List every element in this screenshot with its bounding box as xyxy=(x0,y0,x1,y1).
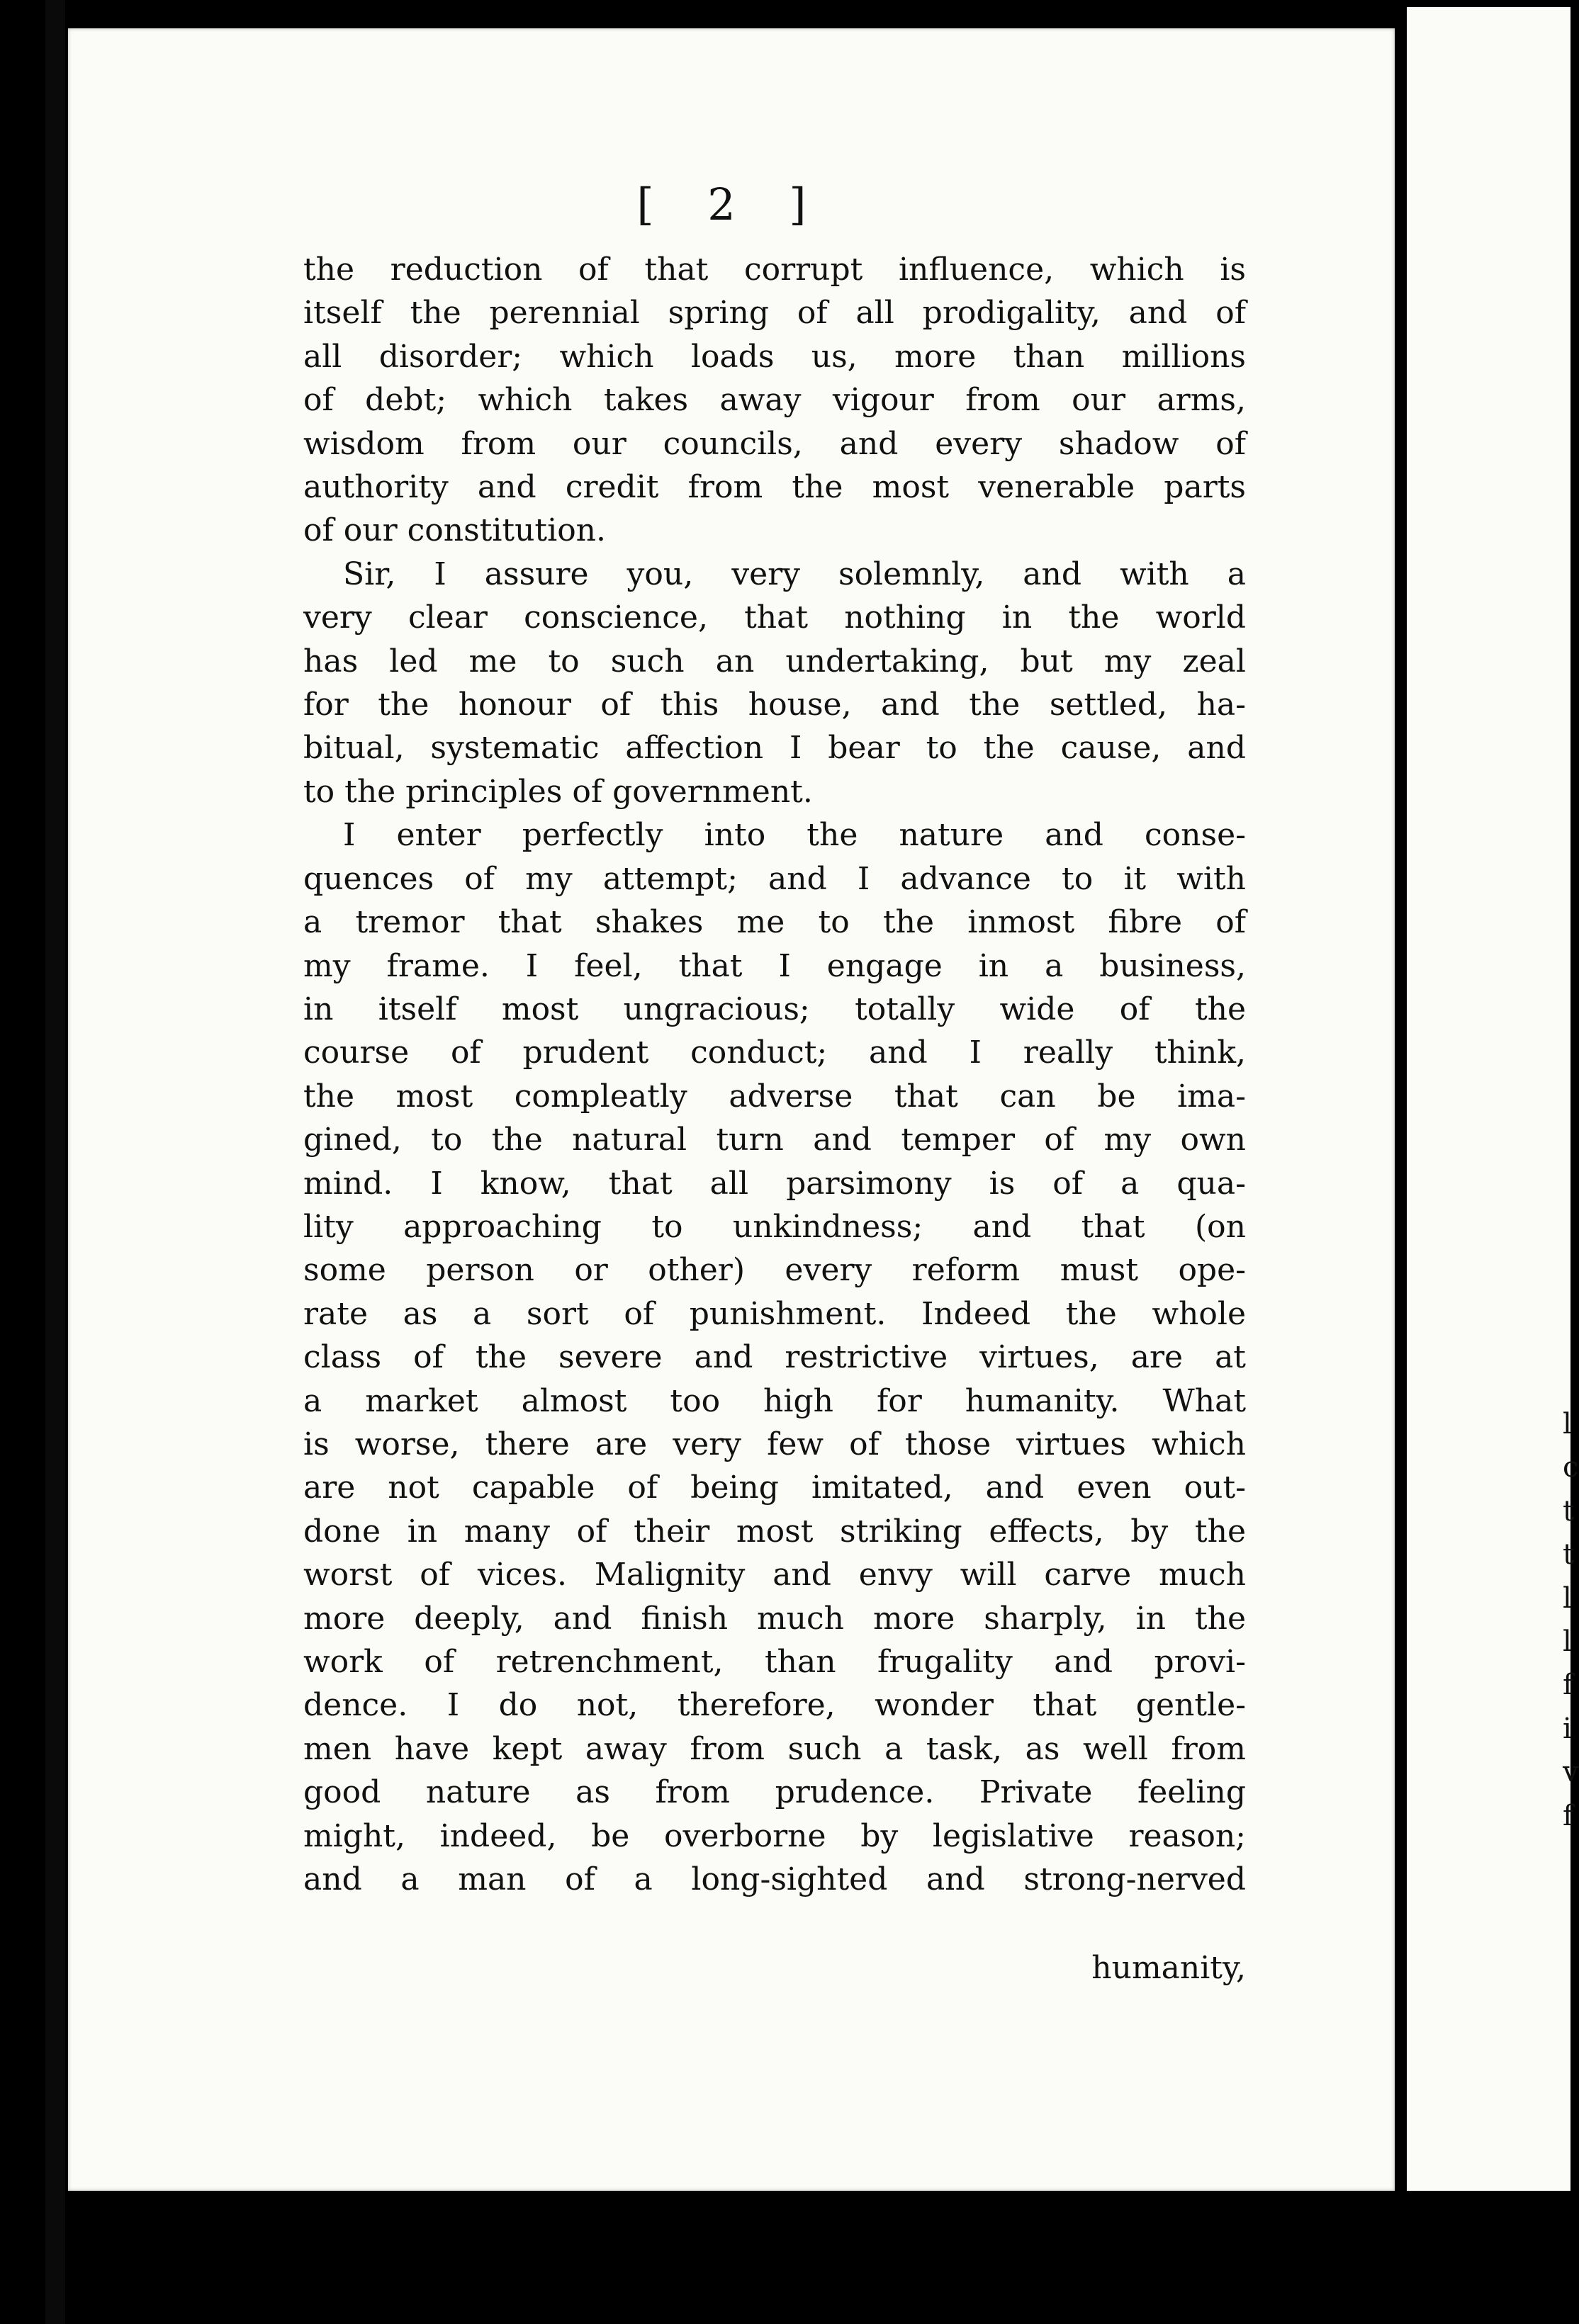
text-line: work of retrenchment, than frugality and provi- xyxy=(303,1644,1246,1680)
adjacent-page-letter: t xyxy=(1563,1538,1575,1572)
text-line: dence. I do not, therefore, wonder that gentle- xyxy=(303,1687,1246,1724)
adjacent-page-text-fragment xyxy=(1563,1403,1579,1970)
text-line: are not capable of being imitated, and even out- xyxy=(303,1470,1246,1506)
catchword: humanity, xyxy=(1091,1950,1246,1986)
adjacent-page-letter: l xyxy=(1563,1625,1572,1659)
adjacent-page-letter: v xyxy=(1563,1756,1579,1789)
text-line: of debt; which takes away vigour from our arms, xyxy=(303,382,1246,419)
adjacent-page-letter: l xyxy=(1563,1408,1572,1440)
text-line: all disorder; which loads us, more than millions xyxy=(303,338,1246,375)
text-line: quences of my attempt; and I advance to it with xyxy=(303,860,1246,897)
text-line: worst of vices. Malignity and envy will carve much xyxy=(303,1557,1246,1593)
text-line: bitual, systematic affection I bear to the cause, and xyxy=(303,730,1246,767)
text-line: good nature as from prudence. Private feeling xyxy=(303,1774,1246,1811)
adjacent-page-letter: l xyxy=(1563,1581,1572,1615)
text-line: of our constitution. xyxy=(303,512,607,549)
text-line: some person or other) every reform must ope- xyxy=(303,1252,1246,1289)
text-line: lity approaching to unkindness; and that (on xyxy=(303,1208,1246,1245)
text-line: the reduction of that corrupt influence, which is xyxy=(303,252,1246,288)
adjacent-page-edge xyxy=(1407,7,1579,2191)
adjacent-page-letter: t xyxy=(1563,1494,1575,1528)
text-line: men have kept away from such a task, as well from xyxy=(303,1730,1246,1767)
book-binding-edge xyxy=(45,0,65,2324)
text-line: class of the severe and restrictive virtues, are at xyxy=(303,1339,1246,1376)
text-line: wisdom from our councils, and every shadow of xyxy=(303,425,1246,462)
text-line: and a man of a long-sighted and strong-nerved xyxy=(303,1861,1246,1898)
text-line: the most compleatly adverse that can be ima- xyxy=(303,1078,1246,1115)
text-line: very clear conscience, that nothing in the world xyxy=(303,599,1246,636)
text-line: gined, to the natural turn and temper of my own xyxy=(303,1122,1246,1158)
page-gutter xyxy=(1395,0,1407,2324)
text-line: Sir, I assure you, very solemnly, and with a xyxy=(343,555,1246,592)
text-line: a market almost too high for humanity. What xyxy=(303,1382,1246,1419)
text-line: has led me to such an undertaking, but my zeal xyxy=(303,643,1246,679)
text-line: done in many of their most striking effects, by the xyxy=(303,1513,1246,1550)
adjacent-page-letter: c xyxy=(1563,1451,1579,1484)
text-line: for the honour of this house, and the settled, ha- xyxy=(303,687,1246,723)
text-line: authority and credit from the most venerable parts xyxy=(303,469,1246,506)
page-number-header: [ 2 ] xyxy=(636,179,826,230)
text-line: rate as a sort of punishment. Indeed the whole xyxy=(303,1295,1246,1332)
text-line: itself the perennial spring of all prodigality, and of xyxy=(303,295,1246,332)
text-line: course of prudent conduct; and I really think, xyxy=(303,1034,1246,1071)
text-line: I enter perfectly into the nature and conse- xyxy=(343,817,1246,854)
body-text xyxy=(303,248,1246,1901)
text-line: a tremor that shakes me to the inmost fibre of xyxy=(303,904,1246,941)
text-line: is worse, there are very few of those virtues which xyxy=(303,1426,1246,1462)
text-line: more deeply, and finish much more sharply, in the xyxy=(303,1600,1246,1637)
text-line: to the principles of government. xyxy=(303,773,813,810)
text-line: mind. I know, that all parsimony is of a qua- xyxy=(303,1165,1246,1202)
text-line: in itself most ungracious; totally wide of the xyxy=(303,991,1246,1027)
text-line: might, indeed, be overborne by legislative reason; xyxy=(303,1817,1246,1854)
adjacent-page-letter: f xyxy=(1563,1669,1573,1702)
adjacent-page-letter: f xyxy=(1563,1799,1573,1832)
text-line: my frame. I feel, that I engage in a business, xyxy=(303,947,1246,984)
adjacent-page-letter: i xyxy=(1563,1712,1572,1745)
